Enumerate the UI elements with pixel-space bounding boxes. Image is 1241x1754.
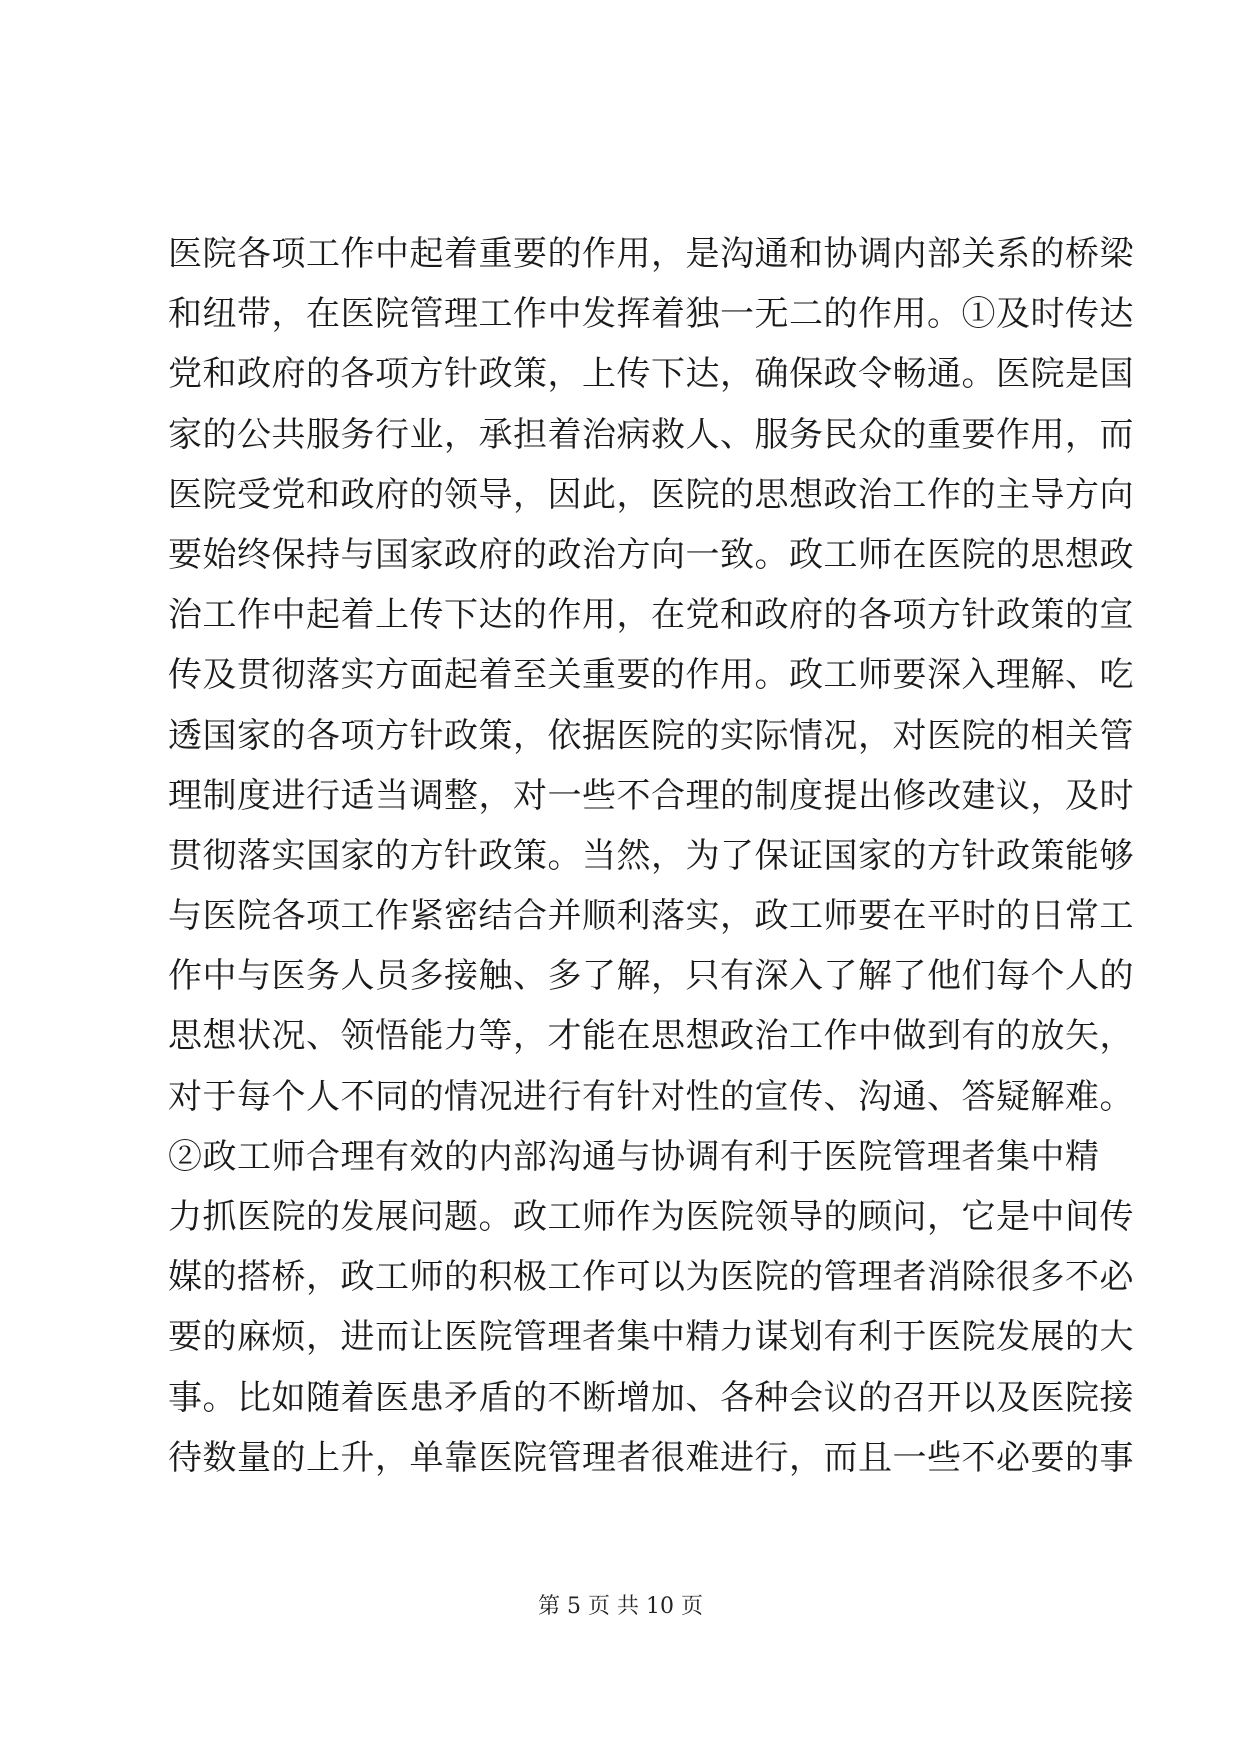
text-line: 要始终保持与国家政府的政治方向一致。政工师在医院的思想政: [168, 534, 1134, 575]
text-line: 医院各项工作中起着重要的作用，是沟通和协调内部关系的桥梁: [168, 234, 1134, 274]
text-line: 与医院各项工作紧密结合并顺利落实，政工师要在平时的日常工: [168, 896, 1134, 937]
text-line: 作中与医务人员多接触、多了解，只有深入了解了他们每个人的: [168, 956, 1134, 997]
text-line: 媒的搭桥，政工师的积极工作可以为医院的管理者消除很多不必: [168, 1257, 1134, 1298]
text-line: 治工作中起着上传下达的作用，在党和政府的各项方针政策的宣: [168, 595, 1134, 636]
text-line: 待数量的上升，单靠医院管理者很难进行，而且一些不必要的事: [168, 1437, 1134, 1478]
text-line: 对于每个人不同的情况进行有针对性的宣传、沟通、答疑解难。: [168, 1076, 1134, 1117]
text-line: 医院受党和政府的领导，因此，医院的思想政治工作的主导方向: [168, 474, 1134, 515]
text-line: 家的公共服务行业，承担着治病救人、服务民众的重要作用，而: [168, 414, 1134, 455]
page-number-footer: 第 5 页 共 10 页: [538, 1594, 703, 1619]
text-line: 事。比如随着医患矛盾的不断增加、各种会议的召开以及医院接: [168, 1377, 1134, 1418]
text-line: 要的麻烦，进而让医院管理者集中精力谋划有利于医院发展的大: [168, 1317, 1134, 1358]
text-line: ②政工师合理有效的内部沟通与协调有利于医院管理者集中精: [168, 1136, 1100, 1177]
text-line: 和纽带，在医院管理工作中发挥着独一无二的作用。①及时传达: [168, 294, 1134, 335]
text-line: 理制度进行适当调整，对一些不合理的制度提出修改建议，及时: [168, 775, 1134, 816]
text-line: 党和政府的各项方针政策，上传下达，确保政令畅通。医院是国: [168, 354, 1134, 395]
body-paragraph: [168, 228, 1134, 1492]
text-line: 传及贯彻落实方面起着至关重要的作用。政工师要深入理解、吃: [168, 655, 1134, 696]
text-line: 力抓医院的发展问题。政工师作为医院领导的顾问，它是中间传: [168, 1197, 1134, 1237]
text-line: 思想状况、领悟能力等，才能在思想政治工作中做到有的放矢，: [168, 1016, 1134, 1057]
text-line: 透国家的各项方针政策，依据医院的实际情况，对医院的相关管: [168, 715, 1134, 756]
text-line: 贯彻落实国家的方针政策。当然，为了保证国家的方针政策能够: [168, 835, 1134, 876]
